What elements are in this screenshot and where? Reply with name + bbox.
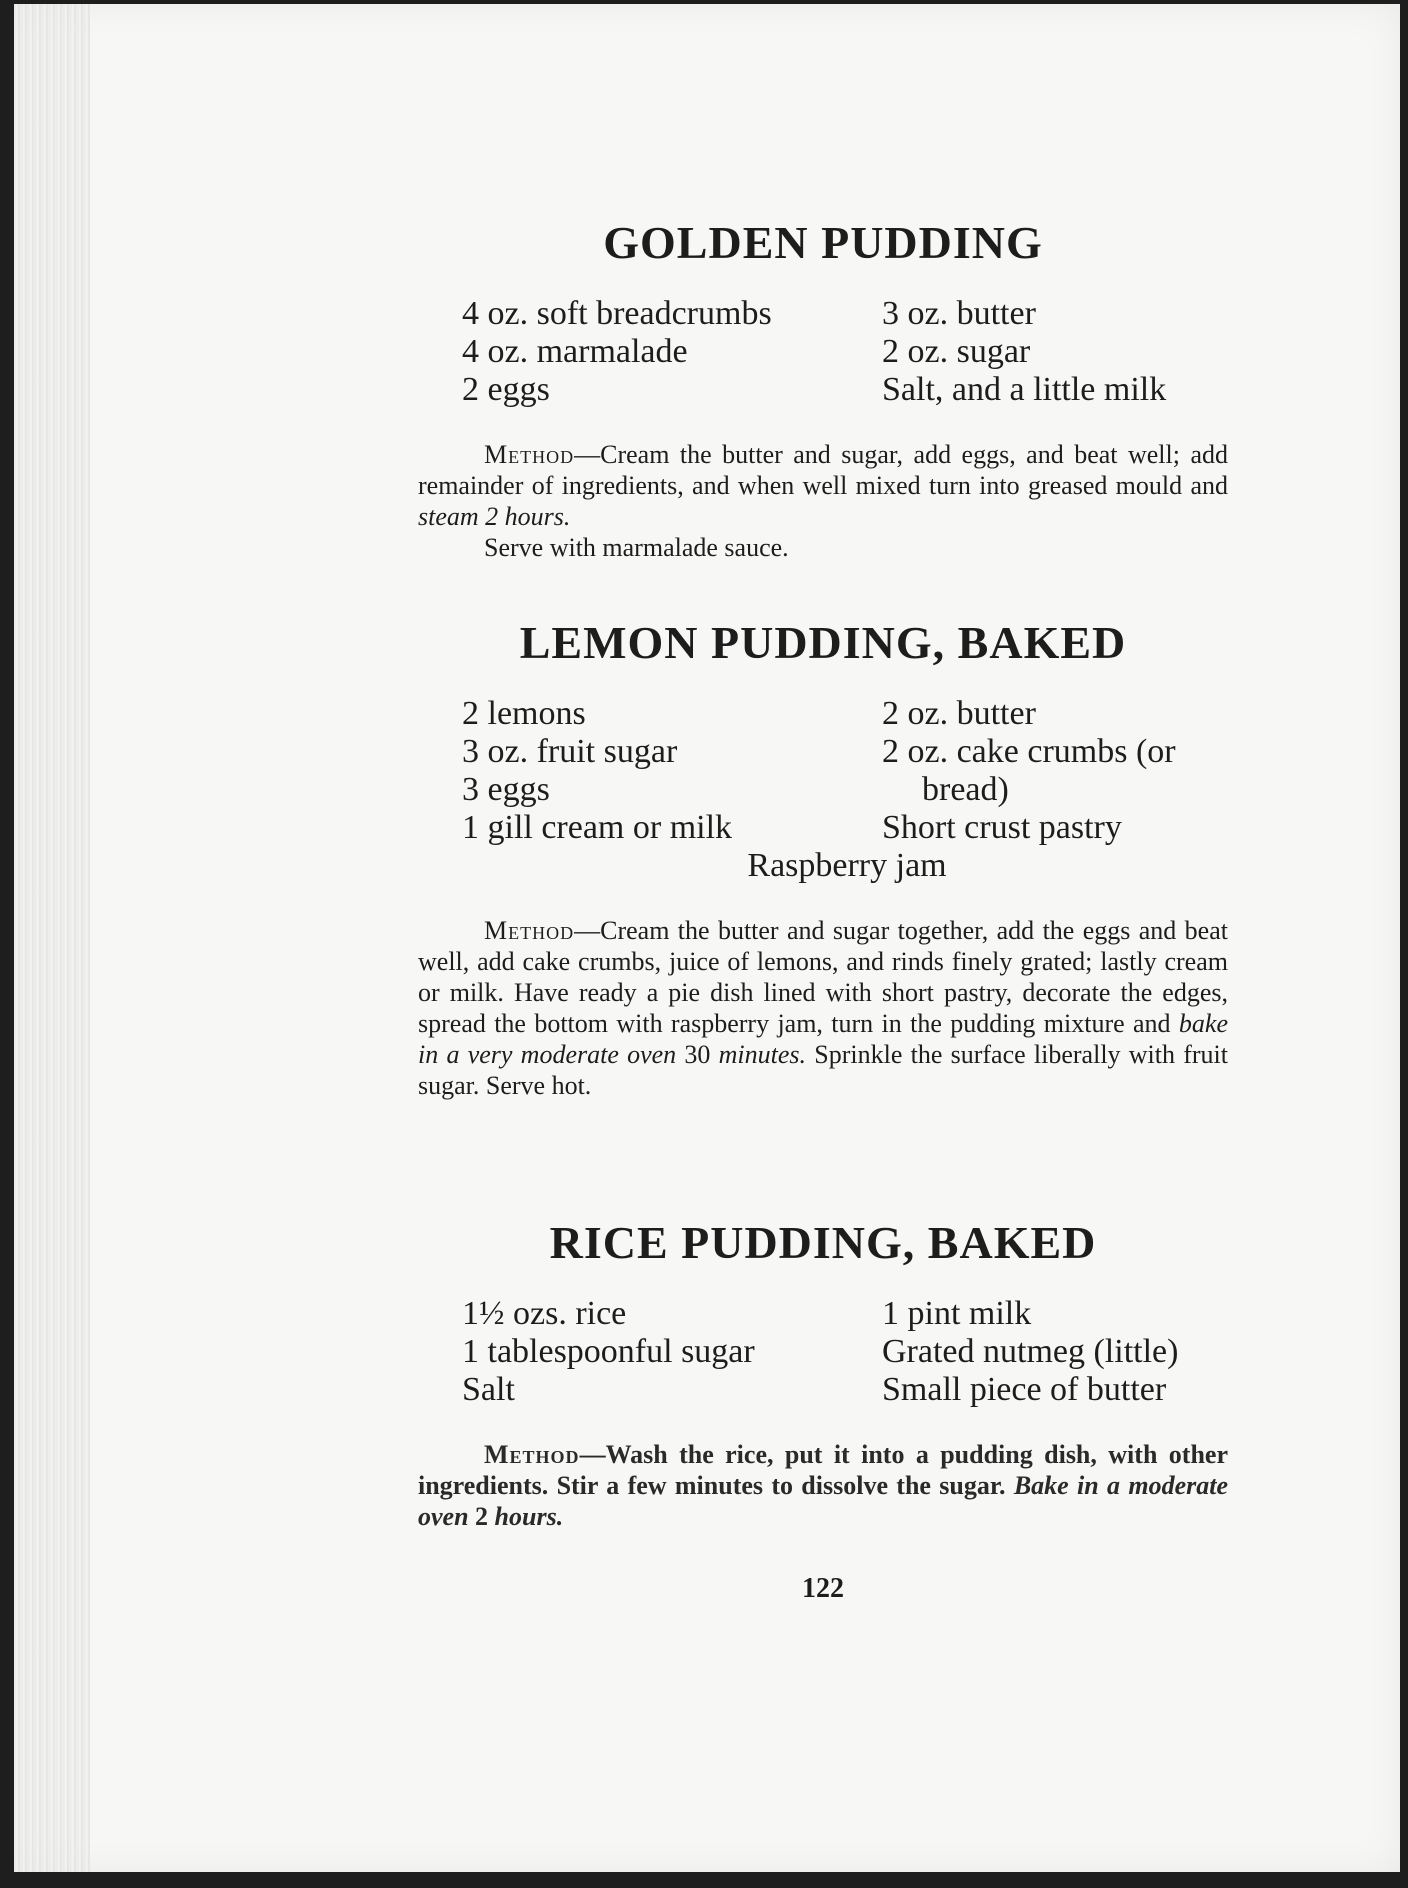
method-label: Method: [484, 439, 575, 469]
method-text: 2: [468, 1501, 495, 1531]
method-text: 30: [676, 1039, 719, 1069]
recipe-title: GOLDEN PUDDING: [603, 217, 1043, 268]
ingredient-list: [462, 1295, 1232, 1409]
recipe-lemon-pudding: [418, 618, 1228, 1101]
method-text: —Wash the rice, put it into a pudding dish, with other ingredients. Stir a few minutes to dissolve the sugar.: [418, 1439, 1228, 1500]
ingredient: Small piece of butter: [882, 1370, 1167, 1408]
method-text: —Cream the butter and sugar, add eggs, and beat well; add remainder of ingredients, and when well mixed turn into greased mould and: [418, 439, 1228, 500]
page-edge-shadow: [14, 4, 90, 1872]
ingredient: 1 gill cream or milk: [462, 808, 733, 846]
method-emphasis: Bake in a moderate oven: [418, 1470, 1228, 1531]
method-paragraph: [418, 439, 1228, 563]
method-emphasis: minutes.: [718, 1039, 807, 1069]
ingredient: Salt, and a little milk: [882, 370, 1167, 408]
page-number: 122: [802, 1573, 844, 1604]
method-label: Method: [484, 915, 575, 945]
ingredient: 4 oz. soft breadcrumbs: [462, 294, 772, 332]
ingredient: 4 oz. marmalade: [462, 332, 688, 370]
ingredient: 2 oz. cake crumbs (or: [882, 732, 1176, 770]
ingredient: 3 oz. fruit sugar: [462, 732, 678, 770]
method-text: —Cream the butter and sugar together, add the eggs and beat well, add cake crumbs, juice of lemons, and rinds finely grated; lastly cream or milk. Have ready a pie dish lined with short pastry, decorate the edges, spread the bottom with raspberry jam, turn in the pudding mixture and: [418, 915, 1228, 1038]
ingredient: 2 oz. butter: [882, 694, 1036, 732]
method-label: Method: [484, 1439, 580, 1469]
ingredient: Salt: [462, 1370, 515, 1408]
method-emphasis: steam 2 hours.: [418, 501, 571, 531]
ingredient: 3 eggs: [462, 770, 550, 808]
recipe-title: RICE PUDDING, BAKED: [549, 1217, 1097, 1268]
ingredient: 1 pint milk: [882, 1294, 1032, 1332]
method-paragraph: [418, 1439, 1228, 1532]
ingredient-list: [462, 695, 1232, 847]
method-emphasis: hours.: [494, 1501, 564, 1531]
recipe-title: LEMON PUDDING, BAKED: [519, 617, 1127, 668]
method-emphasis: bake in a very moderate oven: [418, 1008, 1228, 1069]
ingredient: 2 oz. sugar: [882, 332, 1031, 370]
method-text: Sprinkle the surface liberally with fruit sugar. Serve hot.: [418, 1039, 1228, 1100]
ingredient: 3 oz. butter: [882, 294, 1036, 332]
ingredient-centered: Raspberry jam: [747, 846, 947, 884]
ingredient: 2 lemons: [462, 694, 586, 732]
ingredient: 1 tablespoonful sugar: [462, 1332, 755, 1370]
method-paragraph: [418, 915, 1228, 1101]
recipe-golden-pudding: [418, 218, 1228, 563]
ingredient: 1½ ozs. rice: [462, 1294, 627, 1332]
ingredient: bread): [922, 770, 1009, 808]
recipe-rice-pudding: [418, 1218, 1228, 1532]
method-serving: Serve with marmalade sauce.: [484, 532, 789, 562]
ingredient: Short crust pastry: [882, 808, 1122, 846]
ingredient: 2 eggs: [462, 370, 550, 408]
ingredient: Grated nutmeg (little): [882, 1332, 1179, 1370]
ingredient-list: [462, 295, 1232, 409]
